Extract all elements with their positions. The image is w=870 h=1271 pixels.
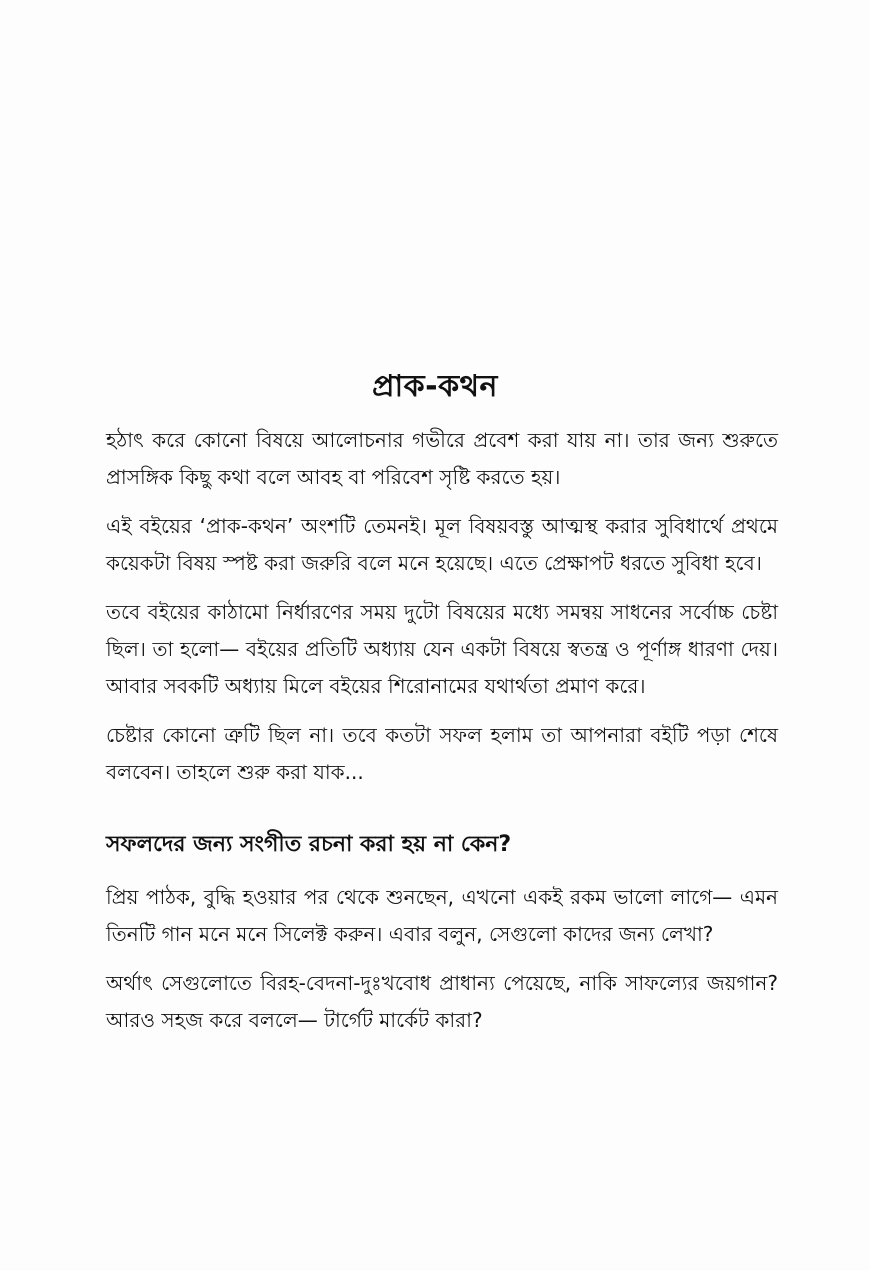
intro-paragraph-2: এই বইয়ের ‘প্রাক-কথন’ অংশটি তেমনই। মূল বিষয়বস্তু আত্মস্থ করার সুবিধার্থে প্রথমে কয়েকটা বিষয় স্পষ্ট করা জরুরি বলে মনে হয়েছে। এতে প্রেক্ষাপট ধরতে সুবিধা হবে। (106, 514, 778, 575)
section-paragraph-2: অর্থাৎ সেগুলোতে বিরহ-বেদনা-দুঃখবোধ প্রাধান্য পেয়েছে, নাকি সাফল্যের জয়গান? আরও সহজ করে বললে— টার্গেট মার্কেট কারা? (106, 971, 778, 1032)
page-body (106, 422, 778, 1051)
chapter-title: প্রাক-কথন (372, 369, 498, 404)
intro-paragraph-1: হঠাৎ করে কোনো বিষয়ে আলোচনার গভীরে প্রবেশ করা যায় না। তার জন্য শুরুতে প্রাসঙ্গিক কিছু কথা বলে আবহ বা পরিবেশ সৃষ্টি করতে হয়। (106, 428, 778, 489)
intro-paragraph-3: তবে বইয়ের কাঠামো নির্ধারণের সময় দুটো বিষয়ের মধ্যে সমন্বয় সাধনের সর্বোচ্চ চেষ্টা ছিল। তা হলো— বইয়ের প্রতিটি অধ্যায় যেন একটা বিষয়ে স্বতন্ত্র ও পূর্ণাঙ্গ ধারণা দেয়। আবার সবকটি অধ্যায় মিলে বইয়ের শিরোনামের যথার্থতা প্রমাণ করে। (106, 600, 778, 698)
section-heading: সফলদের জন্য সংগীত রচনা করা হয় না কেন? (106, 832, 512, 857)
section-paragraph-1: প্রিয় পাঠক, বুদ্ধি হওয়ার পর থেকে শুনছেন, এখনো একই রকম ভালো লাগে— এমন তিনটি গান মনে মনে সিলেক্ট করুন। এবার বলুন, সেগুলো কাদের জন্য লেখা? (106, 885, 778, 946)
intro-paragraph-4: চেষ্টার কোনো ত্রুটি ছিল না। তবে কতটা সফল হলাম তা আপনারা বইটি পড়া শেষে বলবেন। তাহলে শুরু করা যাক... (106, 723, 778, 784)
